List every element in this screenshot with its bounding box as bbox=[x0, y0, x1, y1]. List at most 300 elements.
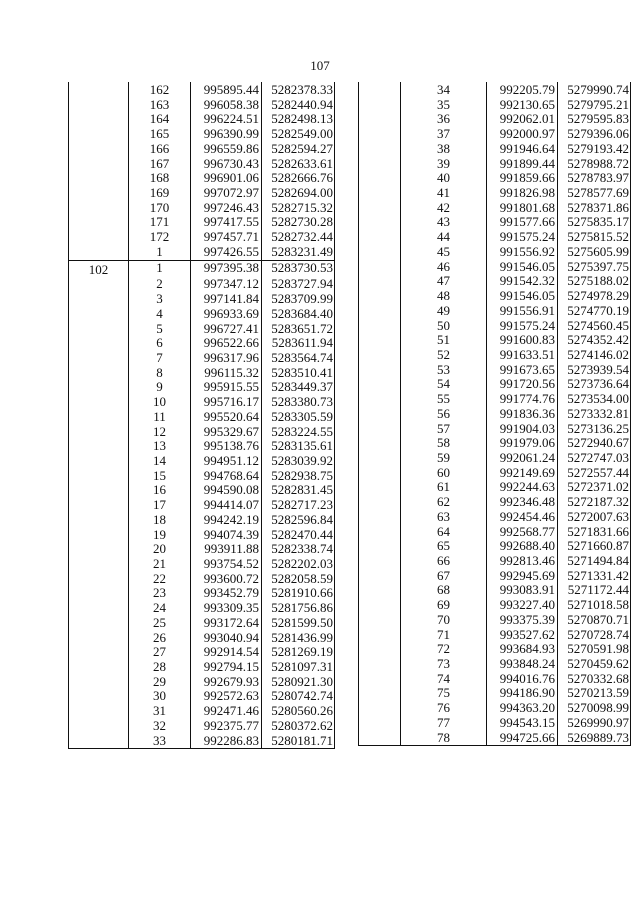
y-coordinate-cell: 5283611.94 bbox=[262, 336, 335, 351]
y-coordinate-cell: 5282938.75 bbox=[262, 469, 335, 484]
x-coordinate-cell: 993848.24 bbox=[487, 657, 558, 672]
table-row bbox=[359, 628, 631, 643]
page-number: 107 bbox=[310, 58, 330, 73]
lot-cell bbox=[69, 483, 129, 498]
table-row bbox=[69, 380, 335, 395]
table-row bbox=[69, 322, 335, 337]
lot-cell bbox=[359, 363, 401, 378]
table-row bbox=[69, 395, 335, 410]
point-number-cell: 73 bbox=[401, 657, 487, 672]
y-coordinate-cell: 5283564.74 bbox=[262, 351, 335, 366]
x-coordinate-cell: 991859.66 bbox=[487, 171, 558, 186]
table-row bbox=[69, 483, 335, 498]
x-coordinate-cell: 997141.84 bbox=[191, 292, 262, 307]
table-row bbox=[69, 201, 335, 216]
point-number-cell: 48 bbox=[401, 289, 487, 304]
x-coordinate-cell: 994242.19 bbox=[191, 513, 262, 528]
x-coordinate-cell: 994951.12 bbox=[191, 454, 262, 469]
lot-cell bbox=[359, 304, 401, 319]
table-row bbox=[69, 186, 335, 201]
table-row bbox=[359, 377, 631, 392]
x-coordinate-cell: 997347.12 bbox=[191, 277, 262, 292]
x-coordinate-cell: 993172.64 bbox=[191, 616, 262, 631]
table-row bbox=[69, 704, 335, 719]
point-number-cell: 31 bbox=[129, 704, 191, 719]
y-coordinate-cell: 5280742.74 bbox=[262, 689, 335, 704]
lot-cell bbox=[359, 642, 401, 657]
point-number-cell: 27 bbox=[129, 645, 191, 660]
x-coordinate-cell: 994725.66 bbox=[487, 731, 558, 746]
table-row bbox=[359, 672, 631, 687]
x-coordinate-cell: 991836.36 bbox=[487, 407, 558, 422]
y-coordinate-cell: 5271494.84 bbox=[558, 554, 631, 569]
x-coordinate-cell: 992914.54 bbox=[191, 645, 262, 660]
x-coordinate-cell: 991546.05 bbox=[487, 260, 558, 275]
y-coordinate-cell: 5283305.59 bbox=[262, 410, 335, 425]
y-coordinate-cell: 5282594.27 bbox=[262, 142, 335, 157]
table-row bbox=[359, 407, 631, 422]
point-number-cell: 62 bbox=[401, 495, 487, 510]
point-number-cell: 64 bbox=[401, 525, 487, 540]
point-number-cell: 41 bbox=[401, 186, 487, 201]
table-row bbox=[359, 716, 631, 731]
x-coordinate-cell: 991899.44 bbox=[487, 157, 558, 172]
lot-cell bbox=[69, 215, 129, 230]
x-coordinate-cell: 996559.86 bbox=[191, 142, 262, 157]
point-number-cell: 4 bbox=[129, 307, 191, 322]
y-coordinate-cell: 5282058.59 bbox=[262, 572, 335, 587]
x-coordinate-cell: 994768.64 bbox=[191, 469, 262, 484]
x-coordinate-cell: 993684.93 bbox=[487, 642, 558, 657]
point-number-cell: 23 bbox=[129, 586, 191, 601]
table-row bbox=[359, 112, 631, 127]
lot-cell bbox=[359, 583, 401, 598]
table-row bbox=[359, 260, 631, 275]
y-coordinate-cell: 5281910.66 bbox=[262, 586, 335, 601]
lot-cell bbox=[359, 112, 401, 127]
x-coordinate-cell: 993227.40 bbox=[487, 598, 558, 613]
lot-cell bbox=[359, 348, 401, 363]
x-coordinate-cell: 994363.20 bbox=[487, 701, 558, 716]
table-row bbox=[359, 157, 631, 172]
table-row bbox=[69, 601, 335, 616]
point-number-cell: 37 bbox=[401, 127, 487, 142]
x-coordinate-cell: 993375.39 bbox=[487, 613, 558, 628]
point-number-cell: 5 bbox=[129, 322, 191, 337]
point-number-cell: 26 bbox=[129, 631, 191, 646]
point-number-cell: 21 bbox=[129, 557, 191, 572]
point-number-cell: 42 bbox=[401, 201, 487, 216]
lot-cell bbox=[69, 142, 129, 157]
y-coordinate-cell: 5273136.25 bbox=[558, 422, 631, 437]
point-number-cell: 15 bbox=[129, 469, 191, 484]
table-row bbox=[359, 731, 631, 746]
table-row bbox=[359, 230, 631, 245]
point-number-cell: 28 bbox=[129, 660, 191, 675]
table-row bbox=[69, 98, 335, 113]
lot-cell bbox=[69, 557, 129, 572]
x-coordinate-cell: 992061.24 bbox=[487, 451, 558, 466]
point-number-cell: 8 bbox=[129, 366, 191, 381]
x-coordinate-cell: 991946.64 bbox=[487, 142, 558, 157]
point-number-cell: 67 bbox=[401, 569, 487, 584]
point-number-cell: 1 bbox=[129, 245, 191, 260]
y-coordinate-cell: 5283684.40 bbox=[262, 307, 335, 322]
point-number-cell: 1 bbox=[129, 260, 191, 277]
lot-cell bbox=[359, 392, 401, 407]
table-row bbox=[69, 366, 335, 381]
x-coordinate-cell: 994543.15 bbox=[487, 716, 558, 731]
y-coordinate-cell: 5270728.74 bbox=[558, 628, 631, 643]
y-coordinate-cell: 5282694.00 bbox=[262, 186, 335, 201]
y-coordinate-cell: 5281097.31 bbox=[262, 660, 335, 675]
y-coordinate-cell: 5273332.81 bbox=[558, 407, 631, 422]
x-coordinate-cell: 991600.83 bbox=[487, 333, 558, 348]
x-coordinate-cell: 991826.98 bbox=[487, 186, 558, 201]
lot-cell bbox=[359, 716, 401, 731]
x-coordinate-cell: 991801.68 bbox=[487, 201, 558, 216]
table-row bbox=[69, 307, 335, 322]
x-coordinate-cell: 995915.55 bbox=[191, 380, 262, 395]
lot-cell bbox=[359, 201, 401, 216]
lot-cell bbox=[69, 292, 129, 307]
x-coordinate-cell: 991556.91 bbox=[487, 304, 558, 319]
point-number-cell: 53 bbox=[401, 363, 487, 378]
x-coordinate-cell: 994590.08 bbox=[191, 483, 262, 498]
table-row bbox=[69, 157, 335, 172]
lot-cell bbox=[359, 171, 401, 186]
y-coordinate-cell: 5282732.44 bbox=[262, 230, 335, 245]
x-coordinate-cell: 993083.91 bbox=[487, 583, 558, 598]
y-coordinate-cell: 5278988.72 bbox=[558, 157, 631, 172]
y-coordinate-cell: 5279795.21 bbox=[558, 98, 631, 113]
y-coordinate-cell: 5272940.67 bbox=[558, 436, 631, 451]
y-coordinate-cell: 5274770.19 bbox=[558, 304, 631, 319]
point-number-cell: 24 bbox=[129, 601, 191, 616]
lot-cell bbox=[359, 319, 401, 334]
table-row bbox=[359, 333, 631, 348]
x-coordinate-cell: 991556.92 bbox=[487, 245, 558, 260]
table-row bbox=[69, 689, 335, 704]
table-row bbox=[359, 495, 631, 510]
y-coordinate-cell: 5270591.98 bbox=[558, 642, 631, 657]
y-coordinate-cell: 5278783.97 bbox=[558, 171, 631, 186]
lot-cell bbox=[359, 672, 401, 687]
table-row bbox=[359, 245, 631, 260]
lot-cell bbox=[359, 436, 401, 451]
lot-cell bbox=[359, 686, 401, 701]
table-row bbox=[69, 127, 335, 142]
x-coordinate-cell: 992572.63 bbox=[191, 689, 262, 704]
table-row bbox=[69, 351, 335, 366]
point-number-cell: 76 bbox=[401, 701, 487, 716]
y-coordinate-cell: 5282549.00 bbox=[262, 127, 335, 142]
point-number-cell: 168 bbox=[129, 171, 191, 186]
table-row bbox=[359, 466, 631, 481]
point-number-cell: 47 bbox=[401, 274, 487, 289]
lot-cell bbox=[359, 333, 401, 348]
table-row bbox=[69, 425, 335, 440]
lot-cell bbox=[359, 451, 401, 466]
y-coordinate-cell: 5275397.75 bbox=[558, 260, 631, 275]
y-coordinate-cell: 5283380.73 bbox=[262, 395, 335, 410]
table-row bbox=[69, 260, 335, 277]
x-coordinate-cell: 991542.32 bbox=[487, 274, 558, 289]
point-number-cell: 172 bbox=[129, 230, 191, 245]
lot-cell bbox=[359, 628, 401, 643]
point-number-cell: 55 bbox=[401, 392, 487, 407]
lot-cell bbox=[359, 495, 401, 510]
y-coordinate-cell: 5282666.76 bbox=[262, 171, 335, 186]
lot-cell bbox=[69, 601, 129, 616]
point-number-cell: 20 bbox=[129, 542, 191, 557]
lot-cell bbox=[69, 675, 129, 690]
table-row bbox=[69, 719, 335, 734]
x-coordinate-cell: 996730.43 bbox=[191, 157, 262, 172]
x-coordinate-cell: 991633.51 bbox=[487, 348, 558, 363]
x-coordinate-cell: 992375.77 bbox=[191, 719, 262, 734]
lot-cell bbox=[359, 569, 401, 584]
y-coordinate-cell: 5283730.53 bbox=[262, 260, 335, 277]
x-coordinate-cell: 995716.17 bbox=[191, 395, 262, 410]
x-coordinate-cell: 991546.05 bbox=[487, 289, 558, 304]
table-row bbox=[359, 363, 631, 378]
point-number-cell: 19 bbox=[129, 528, 191, 543]
lot-cell bbox=[359, 186, 401, 201]
x-coordinate-cell: 991575.24 bbox=[487, 319, 558, 334]
lot-cell bbox=[69, 719, 129, 734]
y-coordinate-cell: 5282440.94 bbox=[262, 98, 335, 113]
x-coordinate-cell: 996317.96 bbox=[191, 351, 262, 366]
y-coordinate-cell: 5282730.28 bbox=[262, 215, 335, 230]
table-row bbox=[69, 336, 335, 351]
y-coordinate-cell: 5273736.64 bbox=[558, 377, 631, 392]
table-row bbox=[69, 631, 335, 646]
x-coordinate-cell: 992205.79 bbox=[487, 82, 558, 98]
point-number-cell: 74 bbox=[401, 672, 487, 687]
lot-cell bbox=[69, 469, 129, 484]
y-coordinate-cell: 5282338.74 bbox=[262, 542, 335, 557]
y-coordinate-cell: 5275188.02 bbox=[558, 274, 631, 289]
point-number-cell: 56 bbox=[401, 407, 487, 422]
point-number-cell: 13 bbox=[129, 439, 191, 454]
lot-cell bbox=[69, 454, 129, 469]
y-coordinate-cell: 5271018.58 bbox=[558, 598, 631, 613]
x-coordinate-cell: 992346.48 bbox=[487, 495, 558, 510]
point-number-cell: 49 bbox=[401, 304, 487, 319]
x-coordinate-cell: 997395.38 bbox=[191, 260, 262, 277]
coordinates-table-right bbox=[358, 82, 631, 746]
y-coordinate-cell: 5282717.23 bbox=[262, 498, 335, 513]
point-number-cell: 17 bbox=[129, 498, 191, 513]
lot-cell bbox=[359, 598, 401, 613]
x-coordinate-cell: 995895.44 bbox=[191, 82, 262, 98]
table-row bbox=[359, 451, 631, 466]
x-coordinate-cell: 993911.88 bbox=[191, 542, 262, 557]
table-row bbox=[69, 572, 335, 587]
lot-cell bbox=[69, 380, 129, 395]
x-coordinate-cell: 992688.40 bbox=[487, 539, 558, 554]
point-number-cell: 6 bbox=[129, 336, 191, 351]
point-number-cell: 30 bbox=[129, 689, 191, 704]
table-row bbox=[69, 542, 335, 557]
lot-cell bbox=[359, 230, 401, 245]
x-coordinate-cell: 997426.55 bbox=[191, 245, 262, 260]
table-row bbox=[69, 645, 335, 660]
point-number-cell: 166 bbox=[129, 142, 191, 157]
x-coordinate-cell: 997457.71 bbox=[191, 230, 262, 245]
lot-cell bbox=[359, 539, 401, 554]
point-number-cell: 60 bbox=[401, 466, 487, 481]
y-coordinate-cell: 5279193.42 bbox=[558, 142, 631, 157]
lot-cell bbox=[69, 157, 129, 172]
lot-cell bbox=[69, 127, 129, 142]
lot-cell bbox=[69, 410, 129, 425]
x-coordinate-cell: 992286.83 bbox=[191, 734, 262, 749]
lot-cell bbox=[69, 586, 129, 601]
x-coordinate-cell: 991720.56 bbox=[487, 377, 558, 392]
lot-cell bbox=[69, 366, 129, 381]
lot-cell bbox=[359, 260, 401, 275]
table-row bbox=[69, 142, 335, 157]
point-number-cell: 32 bbox=[129, 719, 191, 734]
y-coordinate-cell: 5272187.32 bbox=[558, 495, 631, 510]
y-coordinate-cell: 5273939.54 bbox=[558, 363, 631, 378]
y-coordinate-cell: 5271831.66 bbox=[558, 525, 631, 540]
x-coordinate-cell: 996522.66 bbox=[191, 336, 262, 351]
x-coordinate-cell: 991575.24 bbox=[487, 230, 558, 245]
lot-cell bbox=[69, 171, 129, 186]
y-coordinate-cell: 5280372.62 bbox=[262, 719, 335, 734]
table-row bbox=[69, 171, 335, 186]
point-number-cell: 45 bbox=[401, 245, 487, 260]
point-number-cell: 51 bbox=[401, 333, 487, 348]
point-number-cell: 2 bbox=[129, 277, 191, 292]
point-number-cell: 33 bbox=[129, 734, 191, 749]
x-coordinate-cell: 991904.03 bbox=[487, 422, 558, 437]
y-coordinate-cell: 5274978.29 bbox=[558, 289, 631, 304]
point-number-cell: 167 bbox=[129, 157, 191, 172]
lot-cell bbox=[69, 230, 129, 245]
x-coordinate-cell: 992454.46 bbox=[487, 510, 558, 525]
x-coordinate-cell: 991979.06 bbox=[487, 436, 558, 451]
lot-cell bbox=[69, 645, 129, 660]
table-row bbox=[69, 454, 335, 469]
y-coordinate-cell: 5271660.87 bbox=[558, 539, 631, 554]
point-number-cell: 72 bbox=[401, 642, 487, 657]
x-coordinate-cell: 992679.93 bbox=[191, 675, 262, 690]
table-row bbox=[69, 230, 335, 245]
y-coordinate-cell: 5274352.42 bbox=[558, 333, 631, 348]
y-coordinate-cell: 5281269.19 bbox=[262, 645, 335, 660]
point-number-cell: 170 bbox=[129, 201, 191, 216]
point-number-cell: 61 bbox=[401, 480, 487, 495]
lot-cell bbox=[359, 142, 401, 157]
table-row bbox=[359, 98, 631, 113]
x-coordinate-cell: 992813.46 bbox=[487, 554, 558, 569]
lot-cell bbox=[359, 510, 401, 525]
lot-cell bbox=[69, 82, 129, 98]
point-number-cell: 40 bbox=[401, 171, 487, 186]
x-coordinate-cell: 993527.62 bbox=[487, 628, 558, 643]
x-coordinate-cell: 993452.79 bbox=[191, 586, 262, 601]
y-coordinate-cell: 5279990.74 bbox=[558, 82, 631, 98]
point-number-cell: 171 bbox=[129, 215, 191, 230]
y-coordinate-cell: 5271331.42 bbox=[558, 569, 631, 584]
y-coordinate-cell: 5272747.03 bbox=[558, 451, 631, 466]
lot-cell bbox=[69, 277, 129, 292]
point-number-cell: 70 bbox=[401, 613, 487, 628]
y-coordinate-cell: 5280181.71 bbox=[262, 734, 335, 749]
y-coordinate-cell: 5275605.99 bbox=[558, 245, 631, 260]
point-number-cell: 54 bbox=[401, 377, 487, 392]
point-number-cell: 16 bbox=[129, 483, 191, 498]
table-row bbox=[359, 392, 631, 407]
table-row bbox=[359, 701, 631, 716]
table-row bbox=[359, 215, 631, 230]
lot-cell bbox=[359, 245, 401, 260]
point-number-cell: 12 bbox=[129, 425, 191, 440]
y-coordinate-cell: 5272007.63 bbox=[558, 510, 631, 525]
lot-cell bbox=[359, 613, 401, 628]
table-row bbox=[359, 171, 631, 186]
lot-cell bbox=[69, 336, 129, 351]
x-coordinate-cell: 993754.52 bbox=[191, 557, 262, 572]
point-number-cell: 71 bbox=[401, 628, 487, 643]
x-coordinate-cell: 994074.39 bbox=[191, 528, 262, 543]
point-number-cell: 59 bbox=[401, 451, 487, 466]
y-coordinate-cell: 5275815.52 bbox=[558, 230, 631, 245]
lot-cell bbox=[69, 528, 129, 543]
point-number-cell: 165 bbox=[129, 127, 191, 142]
lot-cell bbox=[69, 704, 129, 719]
y-coordinate-cell: 5282596.84 bbox=[262, 513, 335, 528]
table-row bbox=[359, 480, 631, 495]
x-coordinate-cell: 992244.63 bbox=[487, 480, 558, 495]
table-row bbox=[359, 554, 631, 569]
table-row bbox=[359, 304, 631, 319]
table-row bbox=[69, 660, 335, 675]
y-coordinate-cell: 5271172.44 bbox=[558, 583, 631, 598]
point-number-cell: 57 bbox=[401, 422, 487, 437]
table-row bbox=[359, 686, 631, 701]
y-coordinate-cell: 5283510.41 bbox=[262, 366, 335, 381]
table-row bbox=[359, 436, 631, 451]
lot-cell bbox=[359, 525, 401, 540]
y-coordinate-cell: 5281599.50 bbox=[262, 616, 335, 631]
lot-cell bbox=[69, 351, 129, 366]
coordinates-table-left bbox=[68, 82, 335, 749]
point-number-cell: 9 bbox=[129, 380, 191, 395]
x-coordinate-cell: 996058.38 bbox=[191, 98, 262, 113]
lot-cell bbox=[69, 542, 129, 557]
point-number-cell: 169 bbox=[129, 186, 191, 201]
y-coordinate-cell: 5282831.45 bbox=[262, 483, 335, 498]
point-number-cell: 162 bbox=[129, 82, 191, 98]
point-number-cell: 43 bbox=[401, 215, 487, 230]
lot-cell bbox=[69, 498, 129, 513]
table-row bbox=[69, 513, 335, 528]
lot-cell bbox=[359, 274, 401, 289]
y-coordinate-cell: 5282498.13 bbox=[262, 112, 335, 127]
table-row bbox=[359, 186, 631, 201]
lot-cell bbox=[69, 425, 129, 440]
y-coordinate-cell: 5283039.92 bbox=[262, 454, 335, 469]
lot-cell bbox=[69, 112, 129, 127]
point-number-cell: 22 bbox=[129, 572, 191, 587]
y-coordinate-cell: 5273534.00 bbox=[558, 392, 631, 407]
x-coordinate-cell: 996901.06 bbox=[191, 171, 262, 186]
